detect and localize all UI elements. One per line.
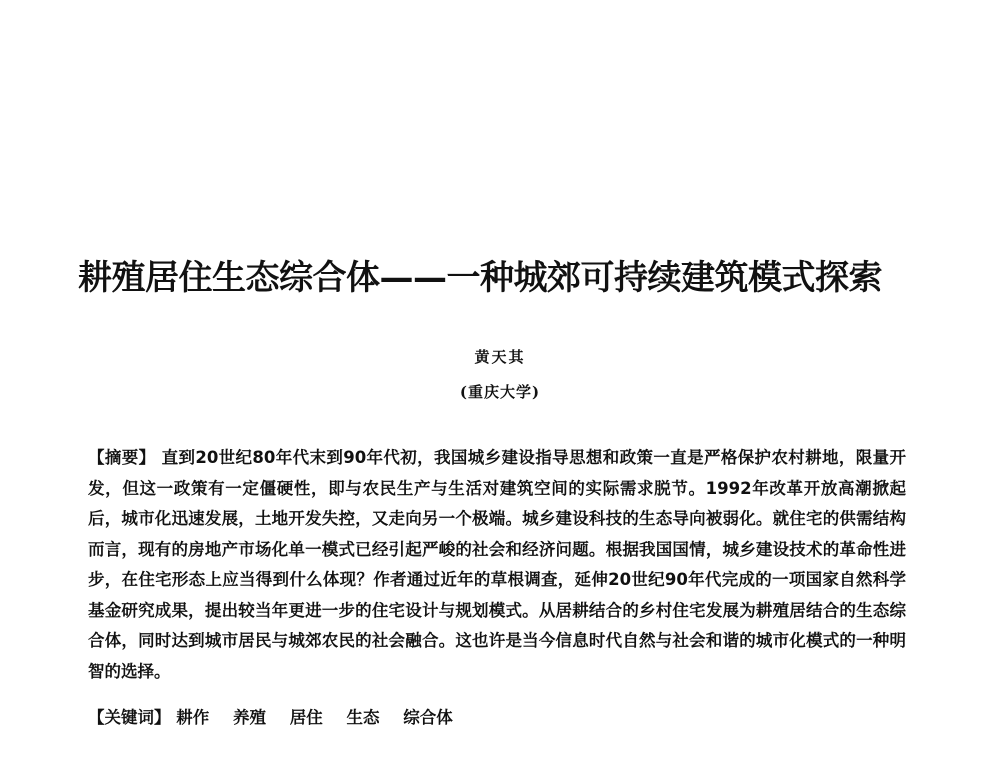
keyword: 生态 [346, 708, 380, 727]
keywords-label: 【关键词】 [88, 708, 171, 727]
keyword: 养殖 [233, 708, 266, 727]
abstract [88, 443, 906, 687]
abstract-label: 【摘要】 [88, 448, 156, 467]
keyword: 居住 [289, 708, 323, 727]
paper-title: 耕殖居住生态综合体——一种城郊可持续建筑模式探索 [78, 258, 882, 298]
author-affiliation: (重庆大学) [459, 383, 541, 401]
author-name: 黄天其 [474, 348, 526, 366]
abstract-text: 直到20世纪80年代末到90年代初，我国城乡建设指导思想和政策一直是严格保护农村耕地，限量开发，但这一政策有一定僵硬性，即与农民生产与生活对建筑空间的实际需求脱节。1992年改革开放高潮掀起后，城市化迅速发展，土地开发失控，又走向另一个极端。城乡建设科技的生态导向被弱化。就住宅的供需结构而言，现有的房地产市场化单一模式已经引起严峻的社会和经济问题。根据我国国情，城乡建设技术的革命性进步，在住宅形态上应当得到什么体现？作者通过近年的草根调查，延伸20世纪90年代完成的一项国家自然科学基金研究成果，提出较当年更进一步的住宅设计与规划模式。从居耕结合的乡村住宅发展为耕殖居结合的生态综合体，同时达到城市居民与城郊农民的社会融合。这也许是当今信息时代自然与社会和谐的城市化模式的一种明智的选择。 [88, 448, 907, 681]
keyword: 耕作 [176, 708, 210, 727]
keyword: 综合体 [403, 708, 453, 727]
keywords [88, 704, 906, 728]
